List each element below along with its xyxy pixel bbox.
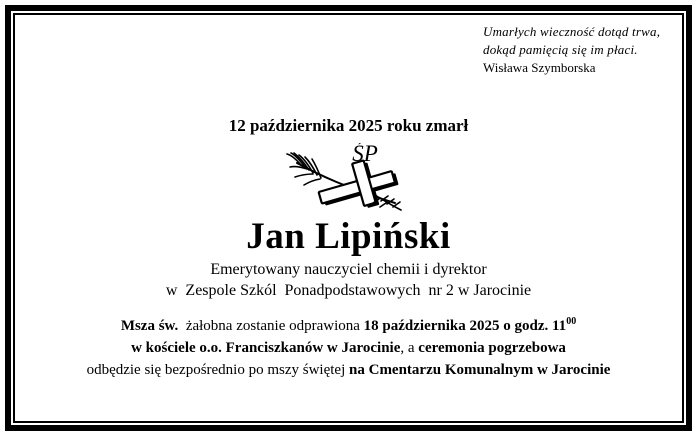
sp-label: ŚP: [351, 143, 378, 166]
funeral-details: [15, 315, 682, 381]
deceased-name: Jan Lipiński: [246, 216, 451, 257]
ceremony-label: ceremonia pogrzebowa: [418, 340, 566, 356]
sp-cross-emblem: [15, 143, 682, 213]
mass-datetime: 18 października 2025 o godz. 11: [363, 318, 567, 334]
mass-line: Msza św. żałobna zostanie odprawiona 18 października 2025 o godz. $11^{00}$: [120, 316, 577, 334]
quote-line-2: dokąd pamięcią się im płaci.: [483, 42, 638, 57]
inner-frame-border: [13, 13, 684, 423]
death-date-line: 12 października 2025 roku zmarł: [228, 116, 469, 135]
mass-label: Msza św.: [120, 318, 179, 334]
cemetery-line: odbędzie się bezpośrednio po mszy świętej na Cmentarzu Komunalnym w Jarocinie: [86, 362, 611, 378]
cross-branch-icon: [283, 143, 415, 213]
church-name: w kościele o.o. Franciszkanów w Jarocinie: [131, 340, 401, 356]
role-line-2: w Zespole Szkól Ponadpodstawowych nr 2 w Jarocinie: [165, 282, 532, 299]
church-line: w kościele o.o. Franciszkanów w Jarocinie, a ceremonia pogrzebowa: [131, 340, 566, 356]
role-line-1: Emerytowany nauczyciel chemii i dyrektor: [210, 261, 487, 278]
mass-time-superscript: 00: [566, 316, 577, 327]
quote-attribution: Wisława Szymborska: [483, 60, 596, 75]
quote-line-1: Umarłych wieczność dotąd trwa,: [483, 24, 661, 39]
cemetery-name: na Cmentarzu Komunalnym w Jarocinie: [349, 362, 611, 378]
memorial-quote: [483, 23, 660, 77]
outer-frame-border: [5, 5, 692, 431]
